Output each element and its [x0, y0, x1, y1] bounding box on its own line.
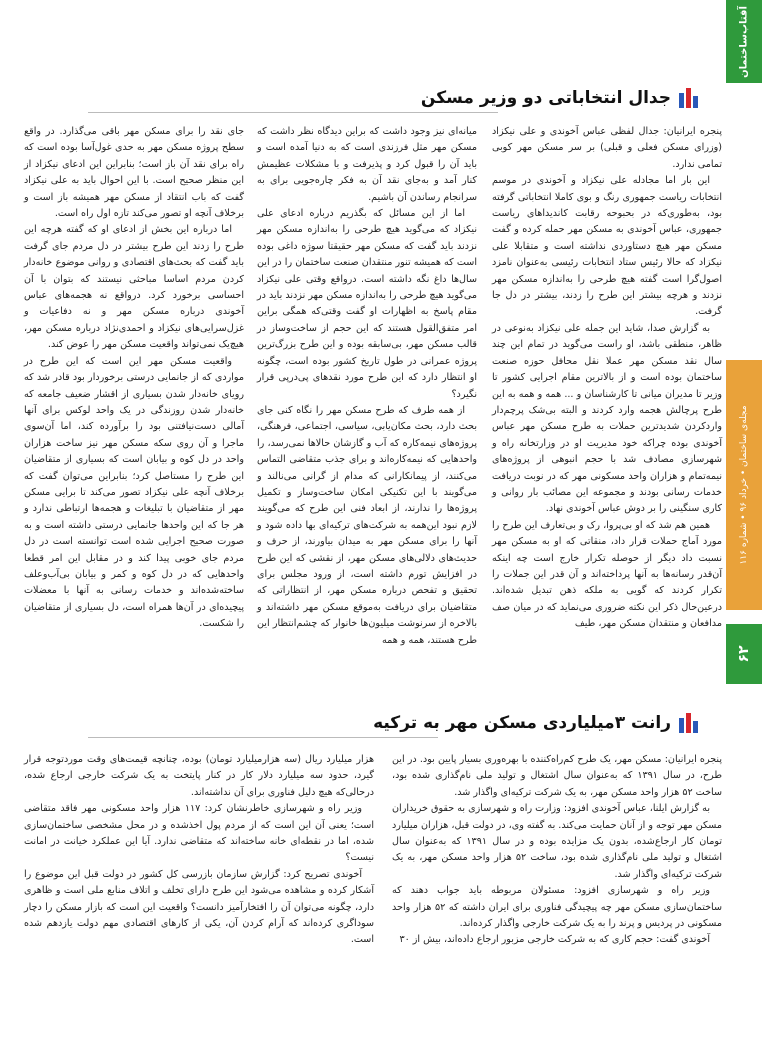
paragraph: از همه طرف که طرح مسکن مهر را نگاه کنی جای بحث دارد، بحث مکان‌یابی، سیاسی، اجتماعی، فرهنگی، پروژه‌های نیمه‌کاره که آب و گازشان حالاها نمی‌رسد، را واحدهایی که نیمه‌کاره‌اند و برای جذب متقاضی التماس می‌کنند، از پیمانکارانی که مدام از گرانی می‌نالند و می‌گویند با این تکنیکی امکان ساخت‌وساز و تکمیل پروژه‌ها را ندارند، از ابعاد فنی این طرح که می‌گویند لازم نبود این‌همه به شرکت‌های ترکیه‌ای بها داده شود و آنها را برای مسکن مهر به میدان بیاورند، از حرف و حدیث‌های دلالی‌های مسکن مهر، از نقشی که این طرح در افزایش تورم داشته است، از ورود مجلس برای تحقیق و تفحص درباره مسکن مهر، از انتظاراتی که متقاضیان برای دریافت به‌موقع مسکن مهر داشته‌اند و بالاخره از سرنوشت میلیون‌ها خانوار که چشم‌انتظار این طرح هستند، همه و همه — [257, 404, 477, 646]
paragraph: به گزارش صدا، شاید این جمله علی نیکزاد به‌نوعی در ظاهر، منطقی باشد، او راست می‌گوید در تمام این چند سال نقد مسکن مهر عملا نقل محافل حوزه صنعت ساختمان بوده است و از بالاترین مقام اجرایی کشور تا وزیر تا مدیران میانی تا کارشناسان و ... همه و همه به این طرح پرچالش هجمه وارد کردند و البته بی‌شک پرچم‌دار واردکردن شدیدترین حملات به طرح مسکن مهر عباس آخوندی بوده چراکه خود مدیریت او در وزارتخانه راه و شهرسازی مصادف شد با حجم انبوهی از پروژه‌های نیمه‌تمام و هزاران واحد مسکونی مهر که در نوبت دریافت خدمات رسانی بودند و مجموعه این مصائب بار روانی و کاری سنگینی را بر دوش عباس آخوندی نهاد. — [492, 322, 722, 515]
issue-info-tab — [726, 360, 762, 610]
article1-col1 — [492, 124, 722, 633]
article1-col2 — [257, 124, 477, 649]
paragraph: اما درباره این بخش از ادعای او که گفته هرچه این طرح را زدند این طرح بیشتر در دل مردم جای گرفت باید گفت که بحث‌های اقتصادی و روانی موضوع خانه‌دار کردن مردم اساسا مباحثی نیستند که بتوان با آن احساسی برخورد کرد. درواقع نه هجمه‌های عباس آخوندی درباره مسکن مهر و نه دفاعیات و غزل‌سرایی‌های نیکزاد و احمدی‌نژاد درباره مسکن مهر، هیچ‌یک نمی‌تواند واقعیت مسکن مهر را عوض کند. — [24, 224, 244, 351]
paragraph: جای نقد را برای مسکن مهر باقی می‌گذارد. در واقع سطح پروژه مسکن مهر به حدی غول‌آسا بوده است که راه برای نقد آن باز است؛ بنابراین این ادعای نیکزاد از این منظر صحیح است. با این احوال باید به علی نیکزاد گفت که باب انتقاد از مسکن مهر همیشه باز است و برخلاف آنچه او تصور می‌کند تازه اول راه است. — [24, 126, 244, 220]
paragraph: به گزارش ایلنا، عباس آخوندی افزود: وزارت راه و شهرسازی به حقوق خریداران مسکن مهر توجه و از آنان حمایت می‌کند. به گفته وی، در دولت قبل، هزاران میلیارد تومان کار ارجاع‌شده، بدون یک مزایده بوده و در سال ۱۳۹۱ که به‌عنوان سال اشتغال و تولید ملی نام‌گذاری شده بود، ساخت ۵۲ هزار واحد مسکن مهر، به یک شرکت ترکیه‌ای واگذار شد. — [392, 803, 722, 880]
issue-info: مجله‌ی ساختمان • خرداد ۹۶ • شماره ۱۱۶ — [739, 405, 749, 565]
headline-bars-icon — [679, 713, 698, 733]
page-number: ۶۲ — [736, 645, 752, 663]
headline-bars-icon — [679, 88, 698, 108]
paragraph: پنجره ایرانیان: جدال لفظی عباس آخوندی و علی نیکزاد (وزرای مسکن فعلی و قبلی) بر سر مسکن مهر کوبی تمامی ندارد. — [492, 126, 722, 170]
paragraph: همین هم شد که او بی‌پروا، رک و بی‌تعارف این طرح را مورد آماج حملات قرار داد، منقاتی که او به مسکن مهر نسبت داد دیگر از حوصله تکرار خارج است چه اینکه آن‌قدر رسانه‌ها به آنها پرداخته‌اند و آن قدر این جملات را تکرار کردند که گویی به ملکه ذهن تبدیل شده‌اند. درعین‌حال ذکر این نکته ضروری می‌نماید که در میان صف مدافعان و منتقدان مسکن مهر، طیف — [492, 519, 722, 630]
magazine-name-tab — [726, 0, 762, 83]
article2-title: رانت ۳میلیاردی مسکن مهر به ترکیه — [373, 713, 671, 733]
article1-rule — [88, 112, 498, 113]
article1-col3 — [24, 124, 244, 633]
paragraph: وزیر راه و شهرسازی افزود: مسئولان مربوطه باید جواب دهند که ساختمان‌سازی مسکن مهر چه پیچیدگی فناوری برای ایران داشته که ۵۲ هزار واحد مسکونی در پردیس و پرند را به یک شرکت خارجی واگذار کرده‌اند. — [392, 885, 722, 930]
paragraph: هزار میلیارد ریال (سه هزارمیلیارد تومان) بوده، چنانچه قیمت‌های وقت موردتوجه قرار گیرد، حدود سه میلیارد دلار کار در کنار پایتخت به یک شرکت خارجی ارجاع شده، درحالی‌که هیچ دلیل فناوری برای آن نداشته‌اند. — [24, 754, 374, 798]
paragraph: آخوندی تصریح کرد: گزارش سازمان بازرسی کل کشور در دولت قبل این موضوع را آشکار کرده و مشاهده می‌شود این طرح دارای تخلف و اتلاف منابع ملی است و ظاهری دارد، چگونه می‌توان آن را افتخارآمیز دانست؟ واقعیت این است که بازار مسکن را دچار سوداگری کرده‌اند که آرام کردن آن، یکی از کارهای اقتصادی مهم دولت یازدهم شده است. — [24, 868, 374, 946]
paragraph: وزیر راه و شهرسازی خاطرنشان کرد: ۱۱۷ هزار واحد مسکونی مهر فاقد متقاضی است؛ یعنی آن این است که از مردم پول اخذشده و در محل مشخصی ساختمان‌سازی شده، اما در نقطه‌ای خانه ساخته‌اند که متقاضی ندارد. آیا این عملکرد خیانت در امانت نیست؟ — [24, 803, 374, 864]
paragraph: پنجره ایرانیان: مسکن مهر، یک طرح کم‌راه‌کننده با بهره‌وری بسیار پایین بود. در این طرح، در سال ۱۳۹۱ که به‌عنوان سال اشتغال و تولید ملی نام‌گذاری شده بود، ساخت ۵۲ هزار واحد مسکن مهر، به یک شرکت ترکیه‌ای واگذار شد. — [392, 754, 722, 798]
article2-col2 — [24, 752, 374, 949]
paragraph: اما از این مسائل که بگذریم درباره ادعای علی نیکزاد که می‌گوید هیچ طرحی را به‌اندازه مسکن مهر نزدند باید گفت که مسکن مهر حقیقتا سوژه داغی بوده است که همیشه تنور منتقدان صنعت ساختمان را در این سال‌ها داغ نگه داشته است. درواقع وقتی علی نیکزاد می‌گوید هیچ طرحی را به‌اندازه مسکن مهر نزدند باید در مقام پاسخ به اظهارات او گفت وقتی‌که همگی براین امر متفق‌القول هستند که این حجم از ساخت‌وساز در قالب مسکن مهر، بی‌سابقه بوده و این طرح بزرگ‌ترین پروژه عمرانی در طول تاریخ کشور بوده است، چگونه او انتظار دارد که این طرح مورد نقدهای پی‌درپی قرار نگیرد؟ — [257, 208, 477, 400]
article1-title: جدال انتخاباتی دو وزیر مسکن — [420, 88, 671, 108]
paragraph: واقعیت مسکن مهر این است که این طرح در مواردی که از جانمایی درستی برخوردار بود قادر شد که رویای خانه‌دار شدن بسیاری از اقشار ضعیف جامعه که خانه‌دار شدن روزندگی در یک واحد لوکس برای آنها آمالی دست‌نیافتنی بود را برآورده کند، اما آن‌سوی ماجرا و آن روی سکه مسکن مهر نیز ساخت هزاران واحد در دل کوه و بیابان است که بسیاری از متقاضیان این طرح را مستاصل کرد؛ بنابراین می‌توان گفت که برخلاف آنچه علی نیکزاد تصور می‌کند تا برایی مسکن مهر از متقاضیان با تبلیغات و هجمه‌ها ارتباطی ندارد و هر جا که این واحدها جانمایی درستی داشته است و به صورت صحیح اجرایی شده است توانسته است در دل مردم جای خوبی پیدا کند و در مقابل این امر قطعا واحدهایی که در دل کوه و کمر و بیابان بی‌آب‌وعلف ساخته‌شده‌اند و خدمات رسانی به آنها با معضلات پیچیده‌ای در آن‌ها همراه است، دل بسیاری از متقاضیان را شکست. — [24, 355, 244, 630]
article2-rule — [88, 737, 438, 738]
article1-headline — [421, 88, 698, 108]
paragraph: آخوندی گفت: حجم کاری که به شرکت خارجی مزبور ارجاع داده‌اند، بیش از ۳۰ — [399, 934, 710, 946]
paragraph: میانه‌ای نیز وجود داشت که براین دیدگاه نظر داشت که مسکن مهر مثل فرزندی است که به دنیا آمده است و باید آن را قبول کرد و پذیرفت و با مشکلات عظیمش کنار آمد و به‌جای نقد آن به فکر چاره‌جویی برای به سرانجام رساندن آن باشیم. — [257, 126, 477, 203]
page-number-tab — [726, 624, 762, 684]
magazine-name: آفتاب‌ساختمان — [738, 5, 750, 78]
article2-headline — [373, 713, 698, 733]
article2-col1 — [392, 752, 722, 949]
sidebar — [726, 0, 762, 1045]
paragraph: این بار اما مجادله علی نیکزاد و آخوندی در موسم انتخابات ریاست جمهوری رنگ و بوی کاملا انتخاباتی گرفته بود، به‌طوری‌که در بحبوحه رقابت کاندیداهای ریاست جمهوری، عباس آخوندی به مسکن مهر حمله کرده و گفت مسکن مهر هیچ دستاوردی نداشته است و متقابلا علی نیکزاد که حالا رئیس ستاد انتخابات رئیسی به‌عنوان نامزد اصول‌گرا است گفته هیچ طرحی را به‌اندازه مسکن مهر نزدند و هرچه بیشتر این طرح را زدند، بیشتر در دل جا گرفت. — [492, 175, 722, 318]
